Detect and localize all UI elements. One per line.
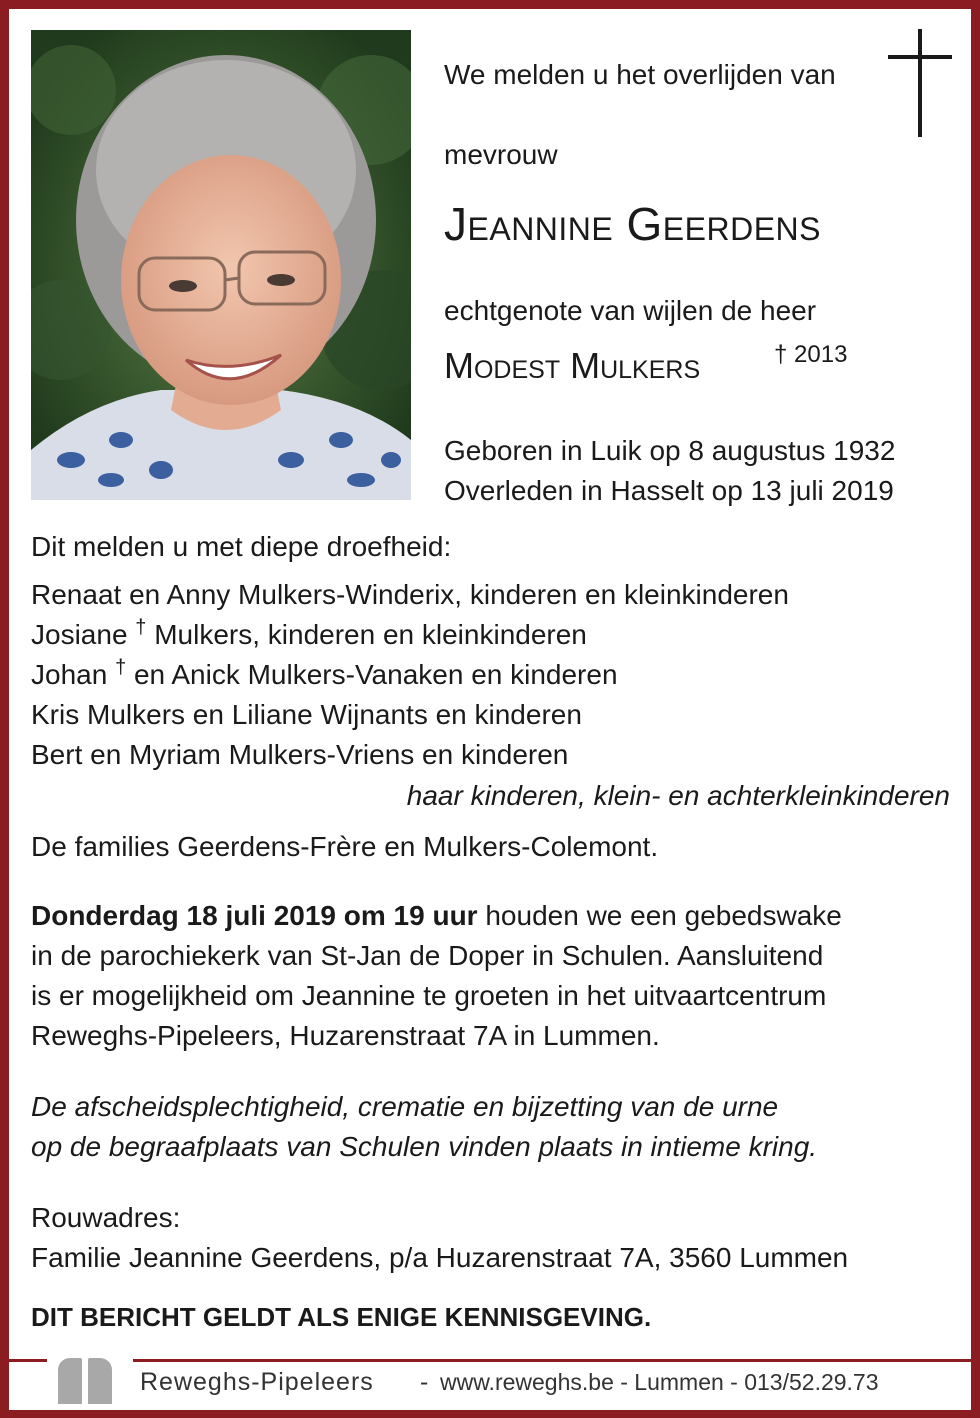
bottom-border — [0, 1410, 980, 1418]
funeral-home-logo — [58, 1354, 114, 1404]
notice-line: DIT BERICHT GELDT ALS ENIGE KENNISGEVING. — [31, 1302, 652, 1332]
footer-details: www.reweghs.be - Lummen - 013/52.29.73 — [440, 1369, 879, 1395]
ceremony-line: op de begraafplaats van Schulen vinden plaats in intieme kring. — [31, 1131, 818, 1162]
address-value: Familie Jeannine Geerdens, p/a Huzarenstraat 7A, 3560 Lummen — [31, 1242, 849, 1273]
deceased-name: Jeannine Geerdens — [444, 198, 822, 250]
footer-divider — [9, 1359, 971, 1362]
spouse-name: Modest Mulkers — [444, 345, 701, 386]
vigil-line: in de parochiekerk van St-Jan de Doper in Schulen. Aansluitend — [31, 940, 824, 971]
mourner-line: Bert en Myriam Mulkers-Vriens en kinderen — [31, 739, 569, 770]
address-label: Rouwadres: — [31, 1202, 181, 1233]
vigil-line: Reweghs-Pipeleers, Huzarenstraat 7A in Lummen. — [31, 1020, 660, 1051]
spouse-line: echtgenote van wijlen de heer — [444, 295, 817, 326]
portrait-photo — [31, 30, 411, 500]
mourner-line: Josiane † Mulkers, kinderen en kleinkinderen — [31, 616, 587, 650]
vigil-line: Donderdag 18 juli 2019 om 19 uur houden we een gebedswake — [31, 900, 842, 931]
vigil-line: is er mogelijkheid om Jeannine te groeten in het uitvaartcentrum — [31, 980, 827, 1011]
mourner-line: Renaat en Anny Mulkers-Winderix, kinderen en kleinkinderen — [31, 579, 789, 610]
intro-line: We melden u het overlijden van — [444, 59, 836, 90]
footer-company: Reweghs-Pipeleers — [140, 1368, 374, 1396]
spouse-death-mark: † 2013 — [774, 341, 848, 368]
footer-separator: - — [420, 1368, 429, 1396]
mourner-line: Kris Mulkers en Liliane Wijnants en kinderen — [31, 699, 582, 730]
mourners-summary: haar kinderen, klein- en achterkleinkinderen — [406, 780, 950, 811]
mourners-intro: Dit melden u met diepe droefheid: — [31, 531, 452, 562]
birth-line: Geboren in Luik op 8 augustus 1932 — [444, 435, 896, 466]
cross-icon — [888, 29, 952, 137]
mourner-line: Johan † en Anick Mulkers-Vanaken en kinderen — [31, 656, 618, 690]
ceremony-line: De afscheidsplechtigheid, crematie en bijzetting van de urne — [31, 1091, 779, 1122]
vigil-date: Donderdag 18 juli 2019 om 19 uur — [31, 900, 478, 931]
death-line: Overleden in Hasselt op 13 juli 2019 — [444, 475, 894, 506]
families-line: De families Geerdens-Frère en Mulkers-Colemont. — [31, 831, 659, 862]
title-line: mevrouw — [444, 139, 558, 170]
